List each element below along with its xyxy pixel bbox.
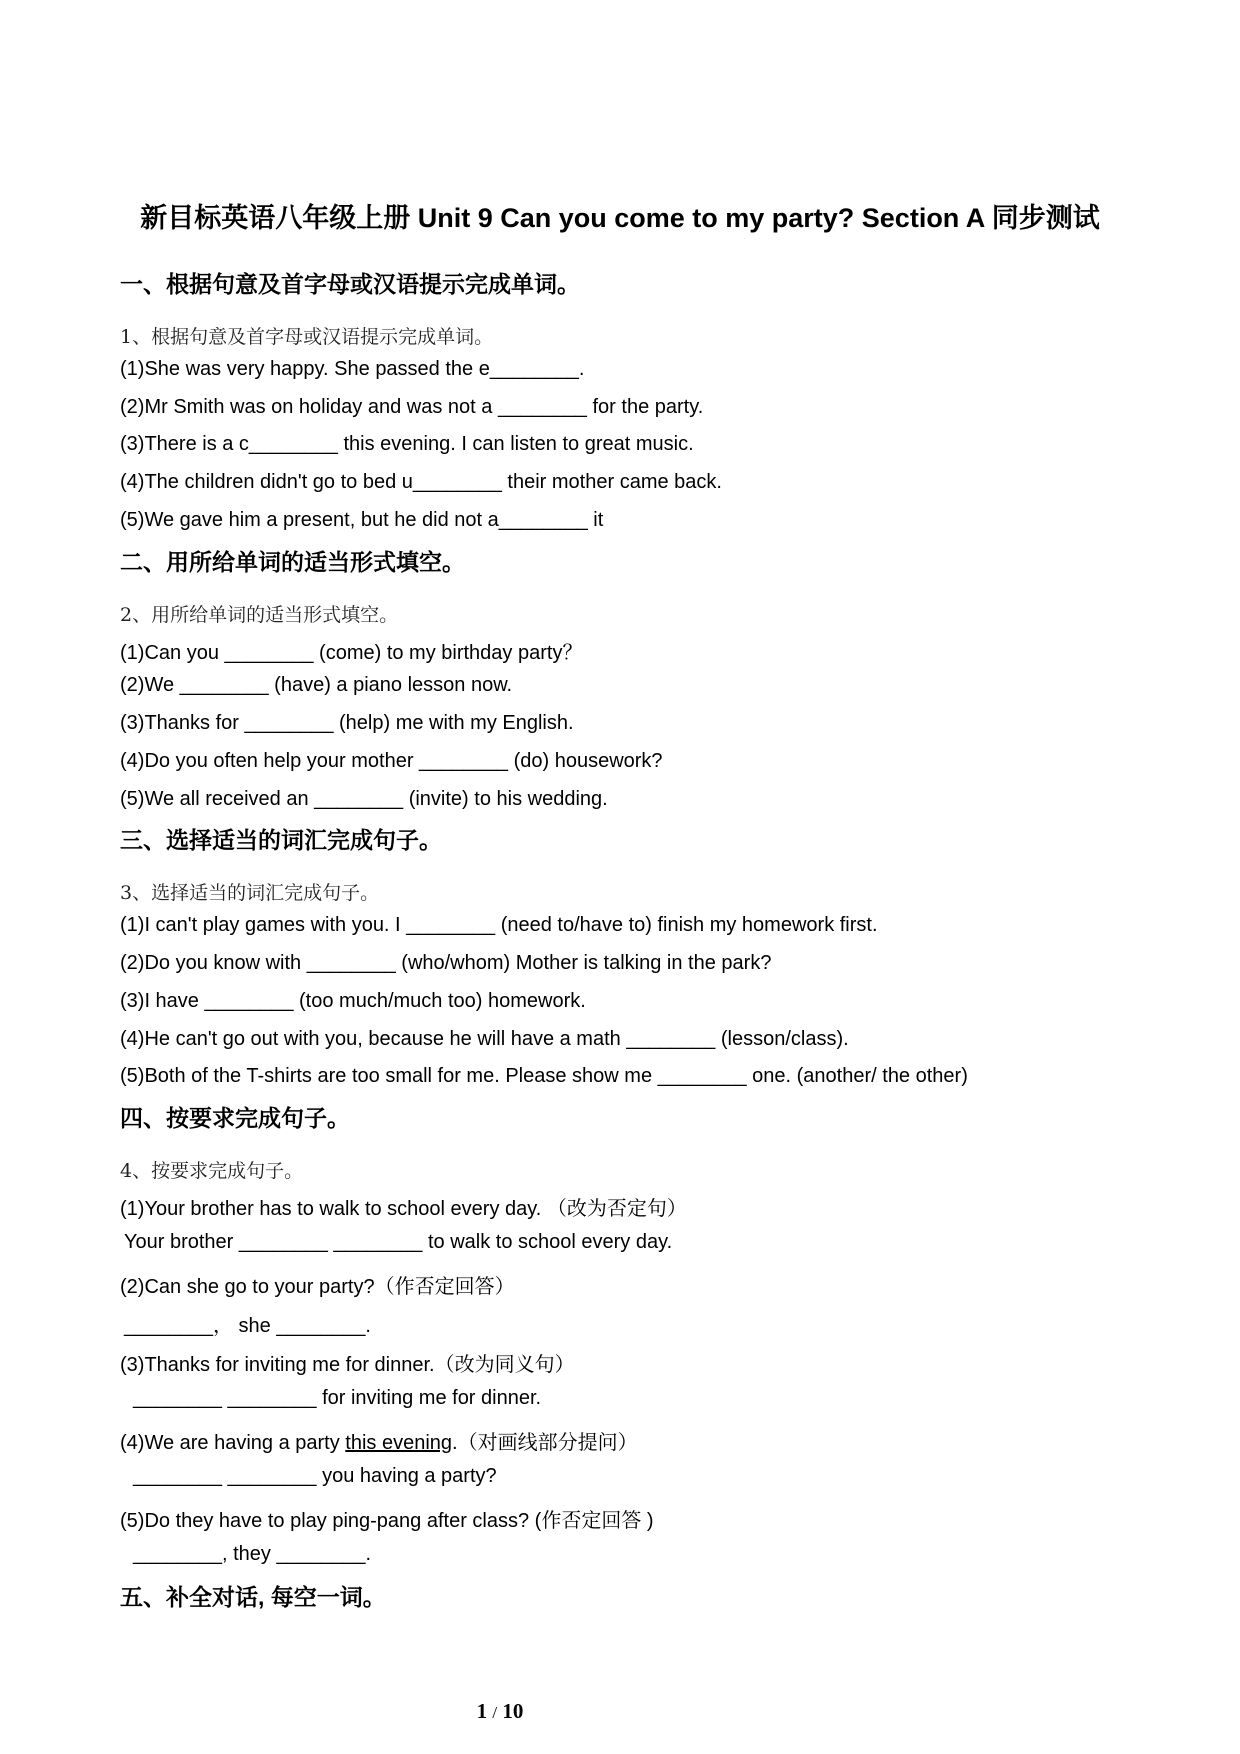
question-line: (1)Your brother has to walk to school every day. （改为否定句） xyxy=(120,1198,687,1220)
question-line: (1)I can't play games with you. I ________ (need to/have to) finish my homework first. xyxy=(120,914,878,936)
page-separator: / xyxy=(492,1703,498,1722)
page-number xyxy=(0,1699,1000,1724)
question-line: (2)Can she go to your party?（作否定回答） xyxy=(120,1276,515,1298)
question-line: (2)Do you know with ________ (who/whom) Mother is talking in the park? xyxy=(120,952,772,974)
section-heading-1: 一、根据句意及首字母或汉语提示完成单词。 xyxy=(120,271,580,297)
question-line: (5)We gave him a present, but he did not a________ it xyxy=(120,509,604,531)
question-line: (3)I have ________ (too much/much too) homework. xyxy=(120,990,586,1012)
answer-line: ________， she ________. xyxy=(124,1315,371,1337)
answer-line: ________ ________ you having a party? xyxy=(133,1465,497,1487)
section-heading-5: 五、补全对话, 每空一词。 xyxy=(120,1584,386,1610)
section-heading-3: 三、选择适当的词汇完成句子。 xyxy=(120,827,442,853)
question-line: (3)Thanks for ________ (help) me with my English. xyxy=(120,712,574,734)
document-title: 新目标英语八年级上册 Unit 9 Can you come to my party? Section A 同步测试 xyxy=(140,203,1100,233)
question-line-underlined: (4)We are having a party this evening.（对画线部分提问） xyxy=(120,1432,638,1454)
question-line: (5)Do they have to play ping-pang after class? (作否定回答 ) xyxy=(120,1510,654,1532)
section-heading-4: 四、按要求完成句子。 xyxy=(120,1105,350,1131)
question-line: (5)We all received an ________ (invite) to his wedding. xyxy=(120,788,608,810)
question-line: (3)There is a c________ this evening. I can listen to great music. xyxy=(120,433,694,455)
question-line: (3)Thanks for inviting me for dinner.（改为同义句） xyxy=(120,1354,575,1376)
answer-line: Your brother ________ ________ to walk to school every day. xyxy=(124,1231,673,1253)
question-line: (1)Can you ________ (come) to my birthday party？ xyxy=(120,642,583,664)
question-line: (4)Do you often help your mother ________ (do) housework? xyxy=(120,750,663,772)
answer-line: ________, they ________. xyxy=(133,1543,371,1565)
underlined-phrase: this evening xyxy=(345,1432,453,1454)
section-intro-3: 3、选择适当的词汇完成句子。 xyxy=(120,882,380,904)
question-line: (2)Mr Smith was on holiday and was not a ________ for the party. xyxy=(120,396,704,418)
question-line: (4)He can't go out with you, because he will have a math ________ (lesson/class). xyxy=(120,1028,849,1050)
page-current: 1 xyxy=(476,1699,488,1723)
question-line: (1)She was very happy. She passed the e________. xyxy=(120,358,585,380)
section-heading-2: 二、用所给单词的适当形式填空。 xyxy=(120,549,465,575)
question-line: (2)We ________ (have) a piano lesson now. xyxy=(120,674,513,696)
question-line: (5)Both of the T-shirts are too small for me. Please show me ________ one. (another/ the other) xyxy=(120,1065,968,1087)
answer-line: ________ ________ for inviting me for dinner. xyxy=(133,1387,542,1409)
section-intro-1: 1、根据句意及首字母或汉语提示完成单词。 xyxy=(120,326,494,348)
section-intro-2: 2、用所给单词的适当形式填空。 xyxy=(120,604,399,626)
section-intro-4: 4、按要求完成句子。 xyxy=(120,1160,304,1182)
question-line: (4)The children didn't go to bed u________ their mother came back. xyxy=(120,471,722,493)
page-total: 10 xyxy=(502,1699,524,1723)
